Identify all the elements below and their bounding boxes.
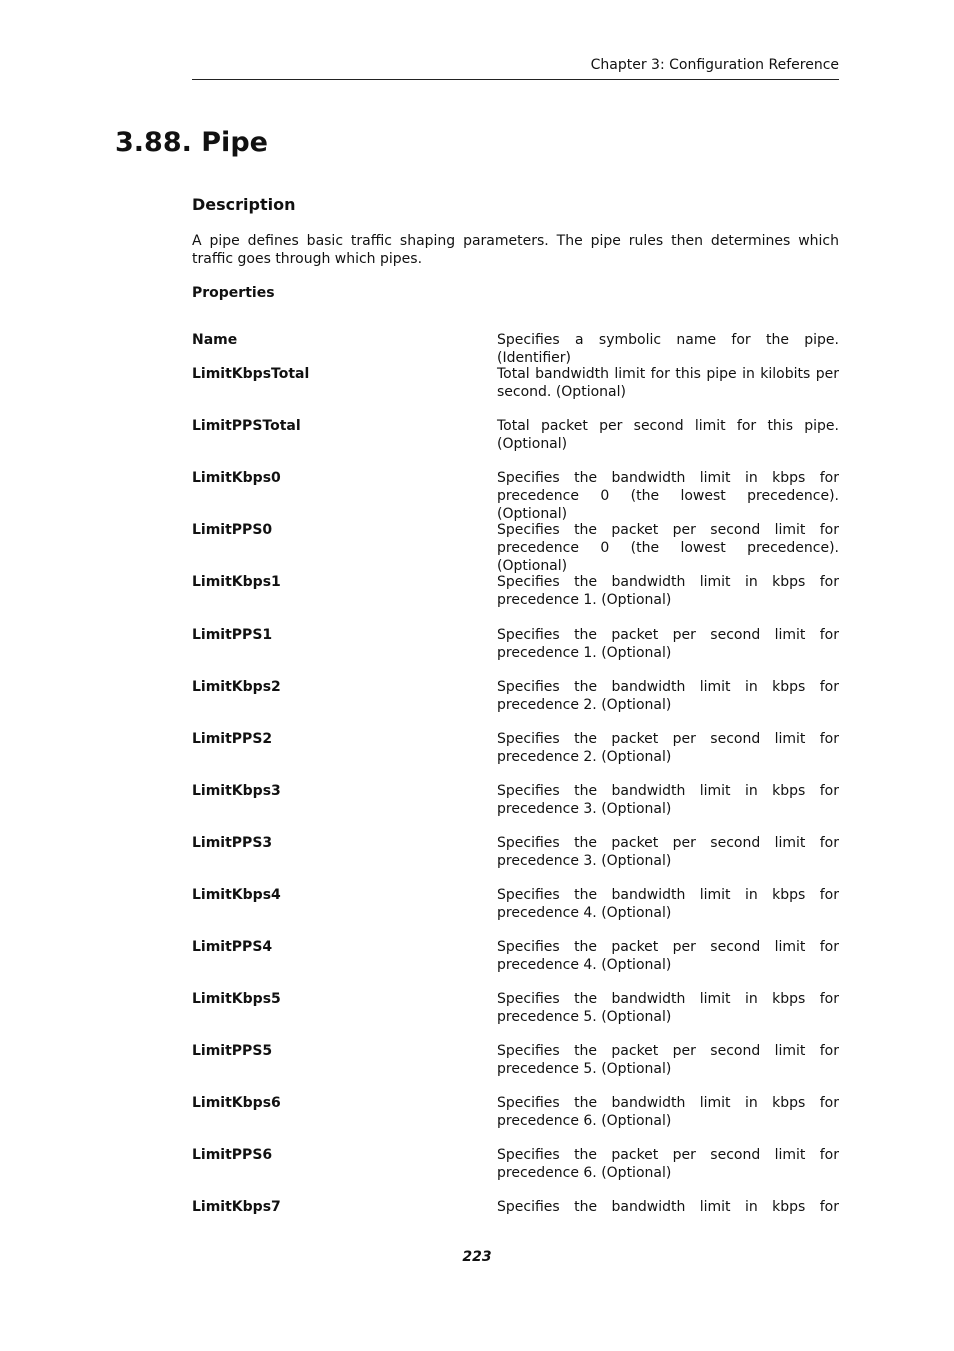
property-name: LimitKbps3 (192, 783, 281, 799)
description-text: A pipe defines basic traffic shaping parameters. The pipe rules then determines which traffic goes through which pipes. (192, 233, 839, 267)
property-name: LimitPPS1 (192, 627, 273, 643)
property-description: Specifies the packet per second limit for precedence 1. (Optional) (497, 627, 839, 661)
property-description: Specifies the bandwidth limit in kbps for precedence 0 (the lowest precedence). (Optional) (497, 470, 839, 522)
property-description: Specifies the packet per second limit for precedence 2. (Optional) (497, 731, 839, 765)
property-name: LimitPPS5 (192, 1043, 273, 1059)
property-description: Specifies the packet per second limit for precedence 0 (the lowest precedence). (Optional) (497, 522, 839, 574)
property-name: LimitKbps4 (192, 887, 281, 903)
property-name: LimitKbps0 (192, 470, 281, 486)
property-description: Specifies the bandwidth limit in kbps for precedence 6. (Optional) (497, 1095, 839, 1129)
property-description: Specifies a symbolic name for the pipe. (Identifier) (497, 332, 839, 366)
property-name: LimitKbps5 (192, 991, 281, 1007)
property-name: LimitPPS3 (192, 835, 273, 851)
property-description: Specifies the bandwidth limit in kbps for precedence 4. (Optional) (497, 887, 839, 921)
property-description: Specifies the bandwidth limit in kbps for precedence 3. (Optional) (497, 783, 839, 817)
property-name: LimitKbps1 (192, 574, 281, 590)
running-header: Chapter 3: Configuration Reference (192, 55, 839, 80)
property-description: Specifies the packet per second limit for precedence 5. (Optional) (497, 1043, 839, 1077)
property-name: LimitPPSTotal (192, 418, 301, 434)
property-name: LimitPPS2 (192, 731, 273, 747)
property-name: LimitKbpsTotal (192, 366, 310, 382)
property-name: LimitPPS6 (192, 1147, 273, 1163)
property-description: Specifies the packet per second limit for precedence 6. (Optional) (497, 1147, 839, 1181)
property-description: Specifies the bandwidth limit in kbps for precedence 5. (Optional) (497, 991, 839, 1025)
page-number: 223 (462, 1249, 492, 1265)
properties-heading: Properties (192, 285, 275, 301)
property-name: Name (192, 332, 238, 348)
property-name: LimitPPS0 (192, 522, 273, 538)
property-description: Specifies the packet per second limit for precedence 4. (Optional) (497, 939, 839, 973)
property-description: Total bandwidth limit for this pipe in kilobits per second. (Optional) (497, 366, 839, 400)
property-name: LimitKbps7 (192, 1199, 281, 1215)
property-description: Specifies the packet per second limit for precedence 3. (Optional) (497, 835, 839, 869)
property-description: Specifies the bandwidth limit in kbps for precedence 2. (Optional) (497, 679, 839, 713)
description-heading: Description (192, 195, 296, 214)
property-description: Specifies the bandwidth limit in kbps for precedence 1. (Optional) (497, 574, 839, 608)
property-name: LimitPPS4 (192, 939, 273, 955)
property-name: LimitKbps6 (192, 1095, 281, 1111)
property-description: Specifies the bandwidth limit in kbps for (497, 1199, 839, 1215)
property-description: Total packet per second limit for this pipe. (Optional) (497, 418, 839, 452)
section-title: 3.88. Pipe (115, 127, 268, 158)
property-name: LimitKbps2 (192, 679, 281, 695)
